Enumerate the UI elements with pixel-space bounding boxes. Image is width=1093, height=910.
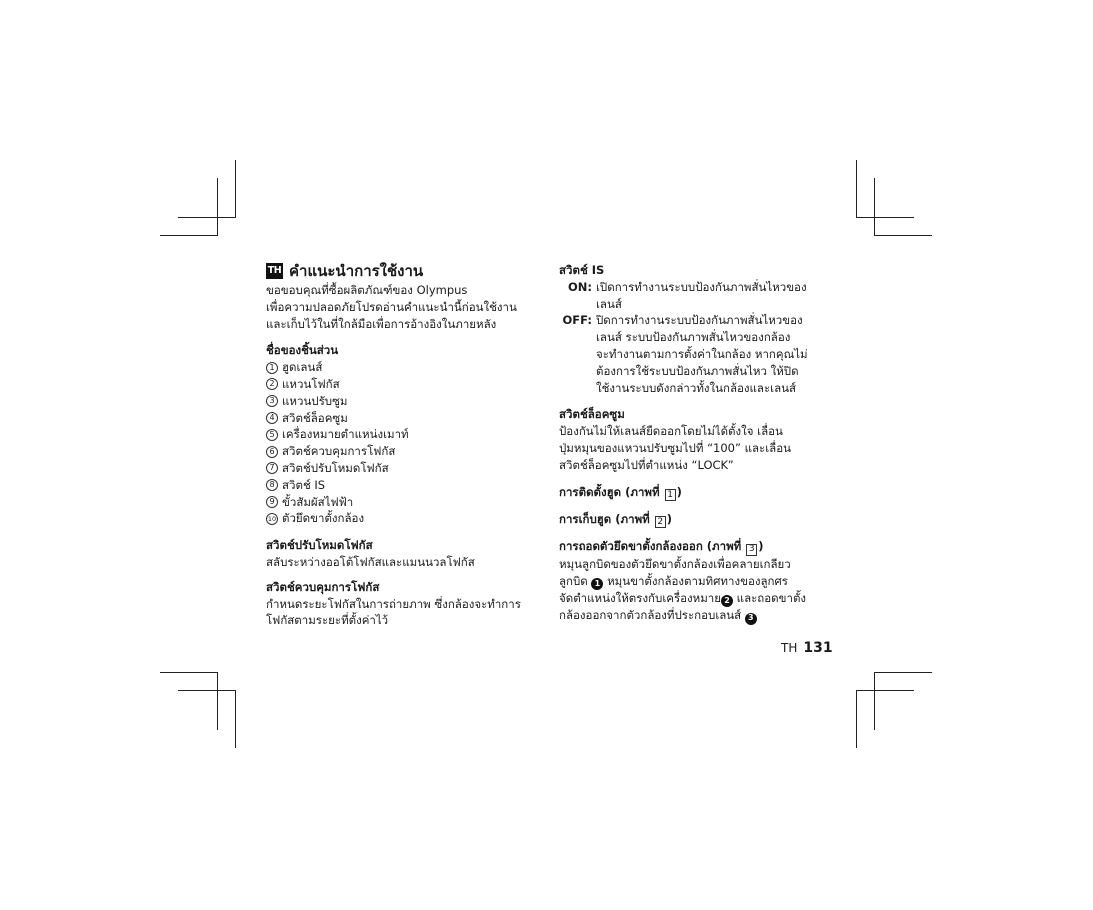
page-title: คำแนะนำการใช้งาน <box>289 262 424 280</box>
parts-list-item <box>266 376 536 393</box>
option-text: ใช้งานระบบดังกล่าวทั้งในกล้องและเลนส์ <box>596 380 797 395</box>
part-label: ตัวยึดขาตั้งกล้อง <box>282 511 365 526</box>
option-text: จะทำงานตามการตั้งค่าในกล้อง หากคุณไม่ <box>596 346 808 361</box>
left-column <box>266 262 536 629</box>
part-label: แหวนโฟกัส <box>282 376 340 391</box>
part-label: สวิตช์ปรับโหมดโฟกัส <box>282 460 389 475</box>
crop-mark <box>217 672 218 730</box>
option-text: เลนส์ ระบบป้องกันภาพสั่นไหวของกล้อง <box>596 330 791 345</box>
number-marker: 10 <box>267 514 277 523</box>
is-off-option <box>559 312 824 396</box>
number-marker: 6 <box>266 446 278 458</box>
part-label: สวิตช์ล็อคซูม <box>282 410 348 425</box>
text-run: และถอดขาตั้ง <box>736 590 807 605</box>
part-label: เครื่องหมายตำแหน่งเมาท์ <box>282 427 409 442</box>
focus-limiter-heading: สวิตช์ควบคุมการโฟกัส <box>266 579 380 594</box>
text-run: กล้องออกจากตัวกล้องที่ประกอบเลนส์ <box>559 608 742 623</box>
crop-mark <box>178 690 236 691</box>
crop-mark <box>235 690 236 748</box>
parts-list-item <box>266 426 536 443</box>
parts-list-item <box>266 460 536 477</box>
number-marker: 9 <box>266 496 278 508</box>
parts-list-item <box>266 477 536 494</box>
part-label: สวิตช์ควบคุมการโฟกัส <box>282 444 396 459</box>
option-text: เลนส์ <box>596 296 622 311</box>
zoom-lock-text: ปุ่มหมุนของแหวนปรับซูมไปที่ “100” และเลื่อน <box>559 440 791 455</box>
tripod-text <box>559 590 824 607</box>
parts-list-item <box>266 494 536 511</box>
crop-mark <box>874 178 875 236</box>
intro-line: และเก็บไว้ในที่ใกล้มือเพื่อการอ้างอิงในภายหลัง <box>266 316 497 331</box>
footer-lang: TH <box>781 641 798 655</box>
part-label: แหวนปรับซูม <box>282 393 348 408</box>
heading-close: ) <box>758 539 764 554</box>
figure-ref: 2 <box>655 516 666 528</box>
part-label: สวิตช์ IS <box>282 477 326 492</box>
figure-ref: 3 <box>746 544 757 556</box>
right-column <box>559 262 824 625</box>
zoom-lock-text: สวิตช์ล็อคซูมไปที่ตำแหน่ง “LOCK” <box>559 457 734 472</box>
text-run: หมุนขาตั้งกล้องตามทิศทางของลูกศร <box>607 573 788 588</box>
number-marker: 8 <box>266 479 278 491</box>
zoom-lock-heading: สวิตช์ล็อคซูม <box>559 407 625 422</box>
text-run: จัดตำแหน่งให้ตรงกับเครื่องหมาย <box>559 590 721 605</box>
crop-mark <box>874 235 932 236</box>
crop-mark <box>178 217 236 218</box>
step-marker: 1 <box>591 578 603 590</box>
part-label: ขั้วสัมผัสไฟฟ้า <box>282 494 354 509</box>
intro-line: ขอขอบคุณที่ซื้อผลิตภัณฑ์ของ Olympus <box>266 283 468 297</box>
crop-mark <box>856 690 914 691</box>
focus-limiter-text: โฟกัสตามระยะที่ตั้งค่าไว้ <box>266 613 389 628</box>
title-row <box>266 262 536 280</box>
parts-heading: ชื่อของชิ้นส่วน <box>266 343 339 358</box>
crop-mark <box>874 672 875 730</box>
is-on-option <box>559 279 824 313</box>
crop-mark <box>160 672 218 673</box>
crop-mark <box>856 690 857 748</box>
tripod-text: หมุนลูกบิดของตัวยึดขาตั้งกล้องเพื่อคลายเกลียว <box>559 556 791 571</box>
part-label: ฮูดเลนส์ <box>282 360 323 375</box>
crop-mark <box>856 217 914 218</box>
option-key: OFF: <box>562 313 592 328</box>
attach-hood-heading <box>559 484 824 501</box>
parts-list-item <box>266 443 536 460</box>
tripod-text <box>559 573 824 590</box>
tripod-text <box>559 607 824 624</box>
number-marker: 1 <box>266 362 278 374</box>
heading-text: การถอดตัวยึดขาตั้งกล้องออก (ภาพที่ <box>559 539 742 554</box>
language-badge: TH <box>266 263 283 279</box>
option-text: ปิดการทำงานระบบป้องกันภาพสั่นไหวของ <box>596 313 803 328</box>
focus-limiter-text: กำหนดระยะโฟกัสในการถ่ายภาพ ซึ่งกล้องจะทำการ <box>266 596 521 611</box>
crop-mark <box>160 235 218 236</box>
intro-line: เพื่อความปลอดภัยโปรดอ่านคำแนะนำนี้ก่อนใช้งาน <box>266 299 517 314</box>
store-hood-heading <box>559 511 824 528</box>
is-switch-heading: สวิตช์ IS <box>559 263 605 277</box>
number-marker: 5 <box>266 429 278 441</box>
focus-mode-heading: สวิตช์ปรับโหมดโฟกัส <box>266 538 373 553</box>
text-run: ลูกบิด <box>559 573 588 588</box>
parts-list-item <box>266 393 536 410</box>
page-number: 131 <box>803 640 833 656</box>
page-footer <box>781 640 833 657</box>
crop-mark <box>874 672 932 673</box>
number-marker: 2 <box>266 378 278 390</box>
heading-text: การติดตั้งฮูด (ภาพที่ <box>559 484 660 499</box>
parts-list-item <box>266 410 536 427</box>
parts-list-item <box>266 510 536 527</box>
figure-ref: 1 <box>665 489 676 501</box>
heading-close: ) <box>676 484 682 499</box>
zoom-lock-text: ป้องกันไม่ให้เลนส์ยืดออกโดยไม่ได้ตั้งใจ เลื่อน <box>559 424 783 439</box>
heading-text: การเก็บฮูด (ภาพที่ <box>559 511 650 526</box>
crop-mark <box>217 178 218 236</box>
option-key: ON: <box>568 279 592 294</box>
option-text: เปิดการทำงานระบบป้องกันภาพสั่นไหวของ <box>596 279 807 294</box>
number-marker: 4 <box>266 412 278 424</box>
crop-mark <box>235 160 236 218</box>
crop-mark <box>856 160 857 218</box>
focus-mode-text: สลับระหว่างออโต้โฟกัสและแมนนวลโฟกัส <box>266 554 475 569</box>
number-marker: 3 <box>266 395 278 407</box>
step-marker: 3 <box>745 613 757 625</box>
heading-close: ) <box>666 511 673 526</box>
option-text: ต้องการใช้ระบบป้องกันภาพสั่นไหว ให้ปิด <box>596 363 799 378</box>
number-marker: 7 <box>266 462 278 474</box>
step-marker: 2 <box>721 595 733 607</box>
tripod-heading <box>559 538 824 555</box>
parts-list-item <box>266 359 536 376</box>
